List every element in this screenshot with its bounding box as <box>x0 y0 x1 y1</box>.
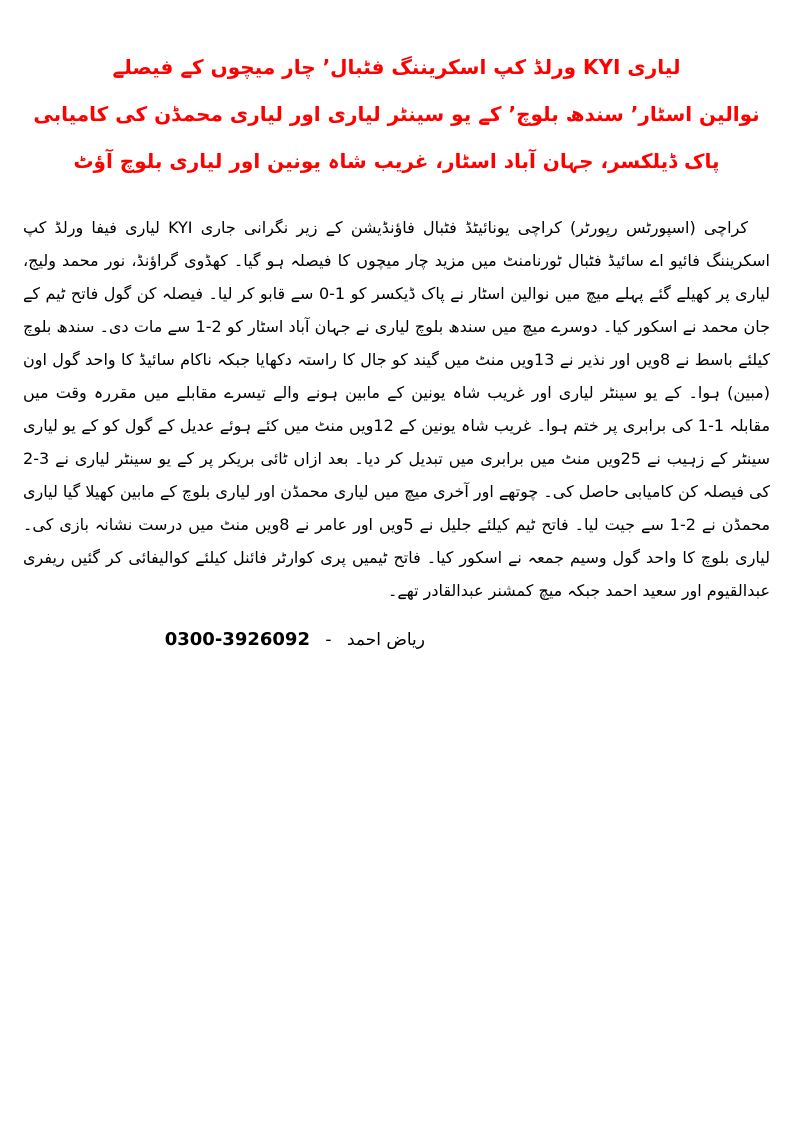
headline-line-3: پاک ڈیلکسر، جہان آباد اسٹار، غریب شاہ یونین اور لیاری بلوچ آؤٹ <box>73 149 720 173</box>
headline-line-1: لیاری KYI ورلڈ کپ اسکریننگ فٹبال’ چار میچوں کے فیصلے <box>112 55 681 79</box>
signature-line <box>0 625 793 655</box>
reporter-phone-number: 0300-3926092 <box>164 629 310 650</box>
reporter-name: ریاض احمد <box>346 630 425 650</box>
signature-separator: - <box>325 630 332 650</box>
headline-line-2: نوالین اسٹار’ سندھ بلوچ’ کے یو سینٹر لیاری اور لیاری محمڈن کی کامیابی <box>33 102 760 126</box>
article-body-paragraph: کراچی (اسپورٹس رپورٹر) کراچی یونائیٹڈ فٹبال فاؤنڈیشن کے زیر نگرانی جاری KYI لیاری فیفا ورلڈ کپ اسکریننگ فائیو اے سائیڈ فٹبال ٹورنامنٹ میں مزید چار میچوں کا فیصلہ ہو گیا۔ کھڈوی گراؤنڈ، نور محمد ولیج، لیاری پر کھیلے گئے پہلے میچ میں نوالین اسٹار نے پاک ڈیکسر کو 1-0 سے قابو کر لیا۔ فیصلہ کن گول فاتح ٹیم کے جان محمد نے اسکور کیا۔ دوسرے میچ میں سندھ بلوچ لیاری نے جہان آباد اسٹار کو 2-1 سے مات دی۔ سندھ بلوچ کیلئے باسط نے 8ویں اور نذیر نے 13ویں منٹ میں گیند کو جال کا راستہ دکھایا جبکہ ناکام سائیڈ کا واحد گول اون (مبین) ہوا۔ کے یو سینٹر لیاری اور غریب شاہ یونین کے مابین ہونے والے تیسرے مقابلے میں مقررہ وقت میں مقابلہ 1-1 کی برابری پر ختم ہوا۔ غریب شاہ یونین کے 12ویں منٹ میں کئے ہوئے عدیل کے گول کو کے یو لیاری سینٹر کے زہیب نے 25ویں منٹ میں برابری میں تبدیل کر دیا۔ بعد ازاں ٹائی بریکر پر کے یو سینٹر لیاری نے 3-2 کی فیصلہ کن کامیابی حاصل کی۔ چوتھے اور آخری میچ میں لیاری محمڈن اور لیاری بلوچ کے مابین کھیلا گیا لیاری محمڈن نے 2-1 سے جیت لیا۔ فاتح ٹیم کیلئے جلیل نے 5ویں اور عامر نے 8ویں منٹ میں درست نشانہ بازی کی۔ لیاری بلوچ کا واحد گول وسیم جمعہ نے اسکور کیا۔ فاتح ٹیمیں پری کوارٹر فائنل کیلئے کوالیفائی کر گئیں ریفری عبدالقیوم اور سعید احمد جبکہ میچ کمشنر عبدالقادر تھے۔ <box>23 218 771 600</box>
headline-block <box>0 0 793 185</box>
